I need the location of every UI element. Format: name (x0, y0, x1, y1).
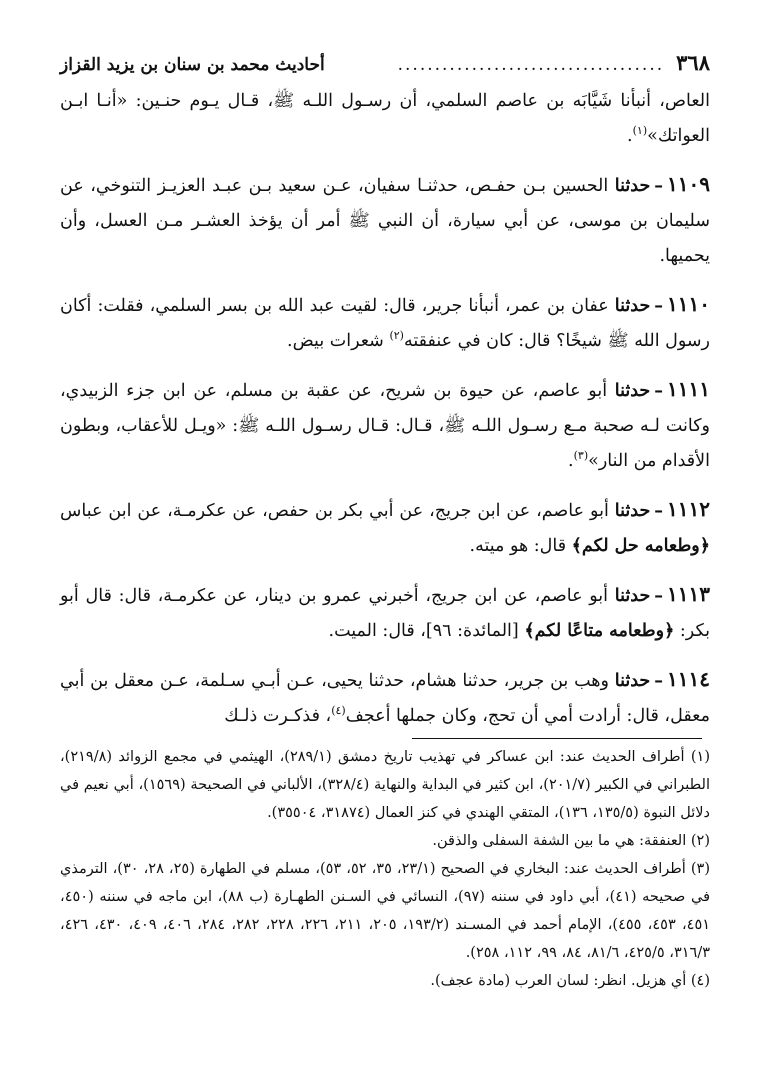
footnote-3: (٣) أطراف الحديث عند: البخاري في الصحيح (٢٣/١، ٣٥، ٥٢، ٥٣)، مسلم في الطهارة (٢٥، ٢٨، ٣٠)، الترمذي في صحيحه (٤١)، أبي داود في سننه (٩٧)، النسائي في السـنن الطهـارة (ب ٨٨)، ابن ماجه في سننه (٤٥٠، ٤٥١، ٤٥٣، ٤٥٥)، الإمام أحمد في المسـند (١٩٣/٢، ٢٠٥، ٢١١، ٢٢٦، ٢٢٨، ٢٨٢، ٢٨٤، ٤٠٦، ٤٠٩، ٤٣٠، ٤٢٦، ٣١٦/٣، ٤٢٥/٥، ٨١/٦، ٨٤، ٩٩، ١١٢، ٢٥٨). (60, 861, 711, 961)
running-header (60, 50, 710, 84)
hadith-dash: – (654, 501, 664, 521)
header-dots: .................................... (397, 55, 665, 75)
page-body (60, 50, 710, 734)
footnote-2: (٢) العنفقة: هي ما بين الشفة السفلى والذقن. (432, 833, 710, 849)
hadith-lead: حدثنا (614, 296, 651, 316)
footnote-divider (412, 738, 702, 739)
footnote-ref-3[interactable]: (٣) (573, 449, 589, 463)
paragraph-text: العاص، أنبأنا شَيَّابَه بن عاصم السلمي، أن رسـول اللـه ﷺ، قـال يـوم حنـين: «أنـا ابـن العواتك» (60, 91, 710, 146)
footnote-ref-2[interactable]: (٢) (389, 329, 404, 343)
hadith-1110 (60, 287, 710, 359)
hadith-1111 (60, 372, 710, 479)
hadith-number: ١١١١ (667, 377, 710, 401)
hadith-dash: – (654, 296, 664, 316)
hadith-text-end: شعرات بيض. (287, 331, 384, 351)
hadith-lead: حدثنا (614, 501, 651, 521)
hadith-text: أبو عاصم، عن ابن جريج، عن أبي بكر بن حفص، عن عكرمـة، عن ابن عباس (60, 501, 609, 521)
hadith-lead: حدثنا (614, 381, 651, 401)
quran-verse: ﴿وطعامه متاعًا لكم﴾ (524, 621, 675, 641)
hadith-text-end: [المائدة: ٩٦]، قال: الميت. (328, 621, 519, 641)
hadith-number: ١١١٣ (667, 582, 710, 606)
hadith-lead: حدثنا (614, 586, 651, 606)
hadith-number: ١١١٢ (667, 497, 710, 521)
hadith-text-end: قال: هو ميته. (469, 536, 567, 556)
header-title: أحاديث محمد بن سنان بن يزيد القزاز (60, 55, 325, 75)
hadith-1113 (60, 577, 710, 649)
hadith-number: ١١١٠ (667, 292, 710, 316)
hadith-lead: حدثنا (614, 671, 651, 691)
hadith-text: عفان بن عمر، أنبأنا جرير، قال: لقيت عبد الله بن بسر السلمي، فقلت: أكان رسول الله ﷺ شيخًا؟ قال: كان في عنفقته (60, 296, 710, 351)
hadith-dash: – (654, 671, 664, 691)
hadith-text: أبو عاصم، عن ابن جريج، أخبرني عمرو بن دينار، عن عكرمـة، قال: قال أبو بكر: (60, 586, 710, 641)
hadith-text: أبو عاصم، عن حيوة بن شريح، عن عقبة بن مسلم، عن ابن جزء الزبيدي، وكانت لـه صحبة مـع رسـول اللـه ﷺ، قـال: قـال رسـول اللـه ﷺ: «ويـل للأعقاب، وبطون الأقدام من النار» (60, 381, 710, 471)
hadith-text-end: ، فذكـرت ذلـك (224, 706, 332, 726)
hadith-1112 (60, 492, 710, 564)
quran-verse: ﴿وطعامه حل لكم﴾ (571, 536, 710, 556)
hadith-1109 (60, 167, 710, 274)
main-text (60, 84, 710, 734)
footnote-ref-4[interactable]: (٤) (331, 704, 346, 718)
hadith-1114 (60, 662, 710, 734)
hadith-dash: – (654, 586, 664, 606)
hadith-dash: – (654, 176, 664, 196)
footnote-1: (١) أطراف الحديث عند: ابن عساكر في تهذيب تاريخ دمشق (٢٨٩/١)، الهيثمي في مجمع الزوائد (٢١٩/٨)، الطبراني في الكبير (٢٠١/٧)، ابن كثير في البداية والنهاية (٣٢٨/٤)، الألباني في الصحيحة (١٥٦٩)، أبي نعيم في دلائل النبوة (١٣٥/٥، ١٣٦)، المتقي الهندي في كنز العمال (٣١٨٧٤، ٣٥٥٠٤). (60, 749, 711, 821)
footnotes (60, 743, 710, 995)
hadith-dash: – (654, 381, 664, 401)
footnote-4: (٤) أي هزيل. انظر: لسان العرب (مادة عجف). (430, 973, 710, 989)
footnote-ref-1[interactable]: (١) (632, 124, 648, 138)
page-number: ٣٦٨ (676, 50, 710, 75)
hadith-text: وهب بن جرير، حدثنا هشام، حدثنا يحيى، عـن أبـي سـلمة، عـن معقل بن أبي معقل، قال: أرادت أمي أن تحج، وكان جملها أعجف (60, 671, 710, 726)
paragraph-continuation (60, 84, 710, 154)
hadith-number: ١١١٤ (667, 667, 710, 691)
hadith-text: الحسين بـن حفـص، حدثنـا سفيان، عـن سعيد بـن عبـد العزيـز التنوخي، عن سليمان بن موسى، عن أبي سيارة، أن النبي ﷺ أمر أن يؤخذ العشـر مـن العسل، وأن يحميها. (60, 176, 710, 266)
hadith-number: ١١٠٩ (667, 172, 710, 196)
hadith-text-end: . (568, 451, 574, 471)
paragraph-end: . (627, 126, 633, 146)
hadith-lead: حدثنا (614, 176, 651, 196)
